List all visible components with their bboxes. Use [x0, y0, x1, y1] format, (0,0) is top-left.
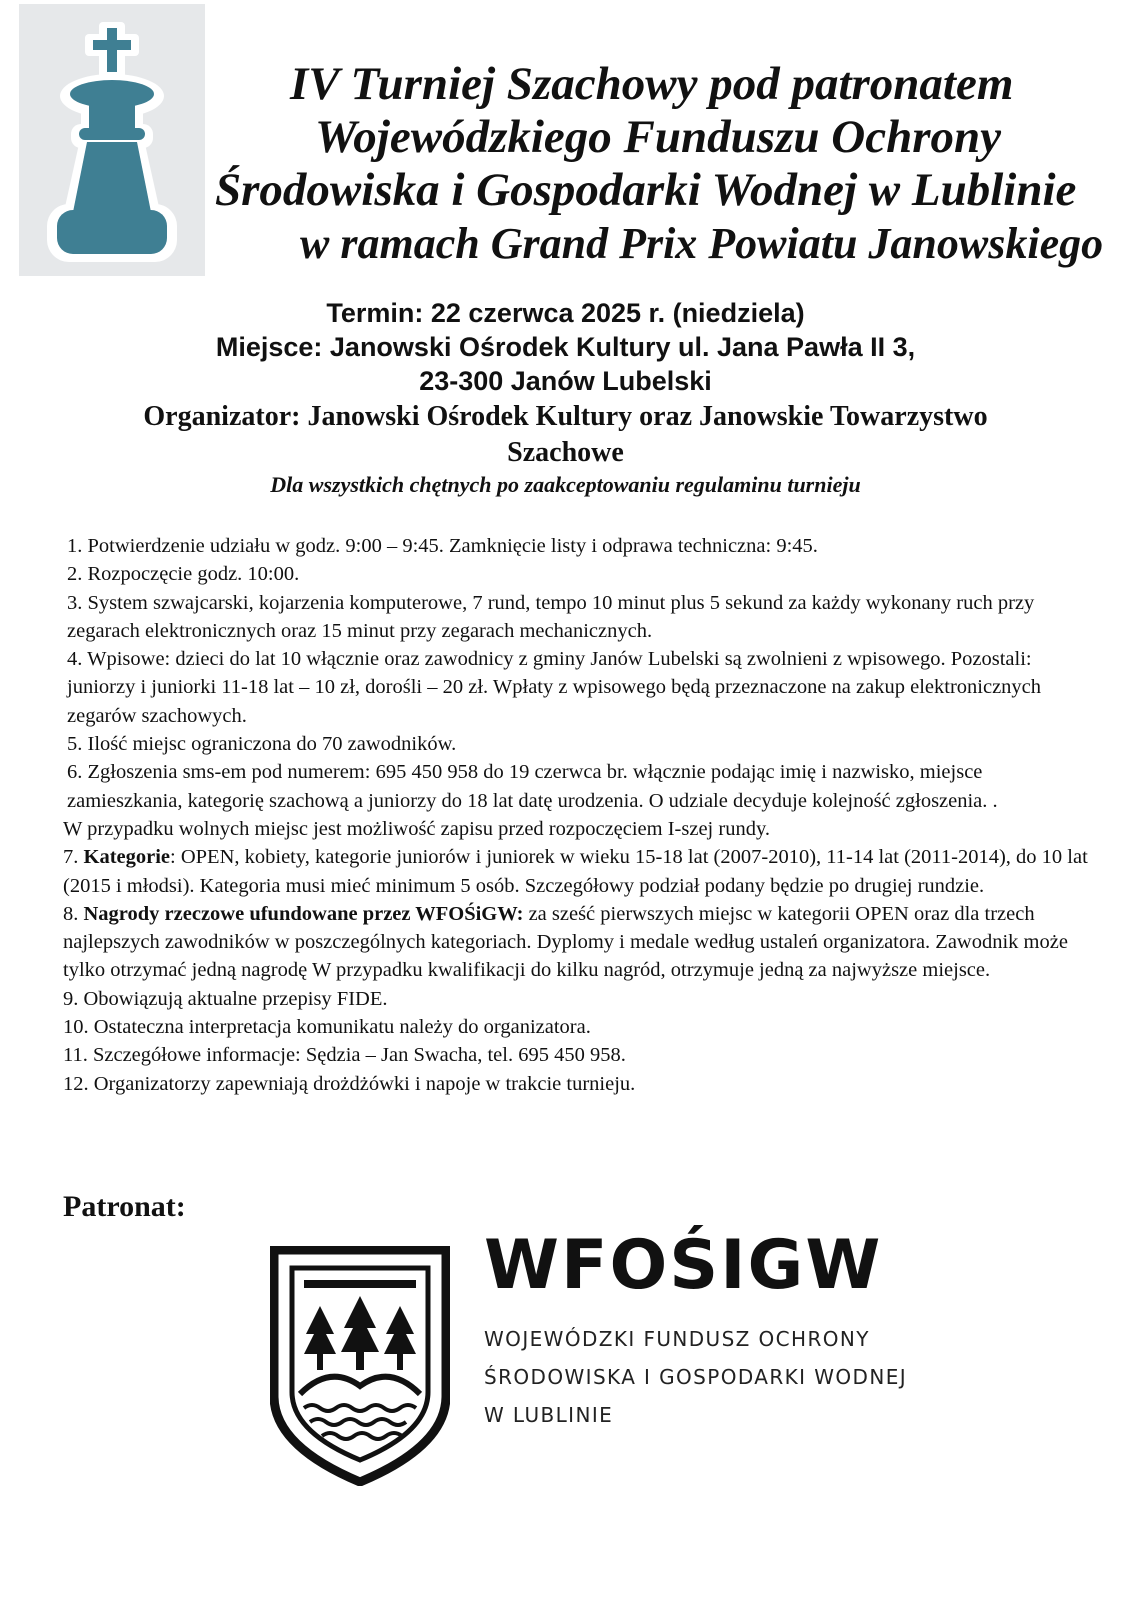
wfosigw-sub-line-1: WOJEWÓDZKI FUNDUSZ OCHRONY	[484, 1327, 870, 1351]
wfosigw-emblem-icon	[270, 1246, 450, 1486]
rule-11: 11. Szczegółowe informacje: Sędzia – Jan Swacha, tel. 695 450 958.	[63, 1044, 626, 1067]
organizator-line-1: Organizator: Janowski Ośrodek Kultury oraz Janowskie Towarzystwo	[143, 401, 988, 432]
rule-8-number: 8.	[63, 902, 84, 925]
miejsce-line-2: 23-300 Janów Lubelski	[419, 366, 712, 396]
patronat-heading: Patronat:	[63, 1190, 186, 1223]
rule-7	[63, 843, 1103, 900]
title-line-2: Wojewódzkiego Funduszu Ochrony	[315, 111, 1001, 163]
rule-7-heading: Kategorie	[83, 846, 171, 869]
rule-7-text: : OPEN, kobiety, kategorie juniorów i juniorek w wieku 15-18 lat (2007-2010), 11-14 lat (2011-2014), do 10 lat (2015 i młodsi). Kategoria musi mieć minimum 5 osób. Szczegółowy podział podany będzie po drugiej rundzie.	[63, 846, 1088, 897]
rule-8-heading: Nagrody rzeczowe ufundowane przez WFOŚiGW:	[83, 902, 524, 925]
rule-2: 2. Rozpoczęcie godz. 10:00.	[67, 563, 300, 586]
wfosigw-name: WFOŚIGW	[484, 1226, 883, 1305]
rule-8	[63, 900, 1103, 985]
audience-note: Dla wszystkich chętnych po zaakceptowaniu regulaminu turnieju	[270, 472, 861, 497]
rule-10: 10. Ostateczna interpretacja komunikatu należy do organizatora.	[63, 1016, 591, 1039]
rule-1: 1. Potwierdzenie udziału w godz. 9:00 – 9:45. Zamknięcie listy i odprawa techniczna: 9:45.	[67, 535, 818, 557]
title-line-3: Środowiska i Gospodarki Wodnej w Lublinie	[215, 164, 1077, 216]
chess-king-logo	[19, 4, 205, 276]
rule-12: 12. Organizatorzy zapewniają drożdżówki i napoje w trakcie turnieju.	[63, 1072, 636, 1095]
wfosigw-sub-line-2: ŚRODOWISKA I GOSPODARKI WODNEJ	[484, 1365, 908, 1389]
rule-6-note: W przypadku wolnych miejsc jest możliwość zapisu przed rozpoczęciem I-szej rundy.	[63, 817, 770, 840]
rule-7-number: 7.	[63, 846, 84, 869]
wfosigw-fullname	[484, 1320, 1004, 1434]
title-line-4: w ramach Grand Prix Powiatu Janowskiego	[300, 219, 1104, 268]
event-info	[0, 296, 1131, 500]
rule-4: 4. Wpisowe: dzieci do lat 10 włącznie oraz zawodnicy z gminy Janów Lubelski są zwolnieni z wpisowego. Pozostali: juniorzy i juniorki 11-18 lat – 10 zł, dorośli – 20 zł. Wpłaty z wpisowego będą przeznaczone na zakup elektronicznych zegarów szachowych.	[67, 648, 1042, 727]
rule-3: 3. System szwajcarski, kojarzenia komputerowe, 7 rund, tempo 10 minut plus 5 sekund za każdy wykonany ruch przy zegarach elektronicznych oraz 15 minut przy zegarach mechanicznych.	[67, 591, 1035, 642]
rule-9: 9. Obowiązują aktualne przepisy FIDE.	[63, 987, 388, 1010]
wfosigw-emblem	[270, 1246, 450, 1491]
chess-king-icon	[19, 4, 205, 276]
rule-6: 6. Zgłoszenia sms-em pod numerem: 695 450 958 do 19 czerwca br. włącznie podając imię i nazwisko, miejsce zamieszkania, kategorię szachową a juniorzy do 18 lat datę urodzenia. O udziale decyduje kolejność zgłoszenia. .	[67, 761, 998, 812]
rule-5: 5. Ilość miejsc ograniczona do 70 zawodników.	[67, 733, 457, 756]
miejsce-line-1: Miejsce: Janowski Ośrodek Kultury ul. Jana Pawła II 3,	[215, 332, 916, 362]
termin: Termin: 22 czerwca 2025 r. (niedziela)	[326, 298, 805, 328]
wfosigw-sub-line-3: W LUBLINIE	[484, 1403, 614, 1427]
title-line-1: IV Turniej Szachowy pod patronatem	[290, 58, 1014, 110]
rule-8-text: za sześć pierwszych miejsc w kategorii OPEN oraz dla trzech najlepszych zawodników w poszczególnych kategoriach. Dyplomy i medale według ustaleń organizatora. Zawodnik może tylko otrzymać jedną nagrodę W przypadku kwalifikacji do kilku nagród, otrzymuje jedną za najwyższe miejsce.	[63, 902, 1068, 982]
rules-list	[63, 532, 1103, 1098]
organizator-line-2: Szachowe	[507, 437, 624, 468]
tournament-title	[205, 58, 1131, 270]
